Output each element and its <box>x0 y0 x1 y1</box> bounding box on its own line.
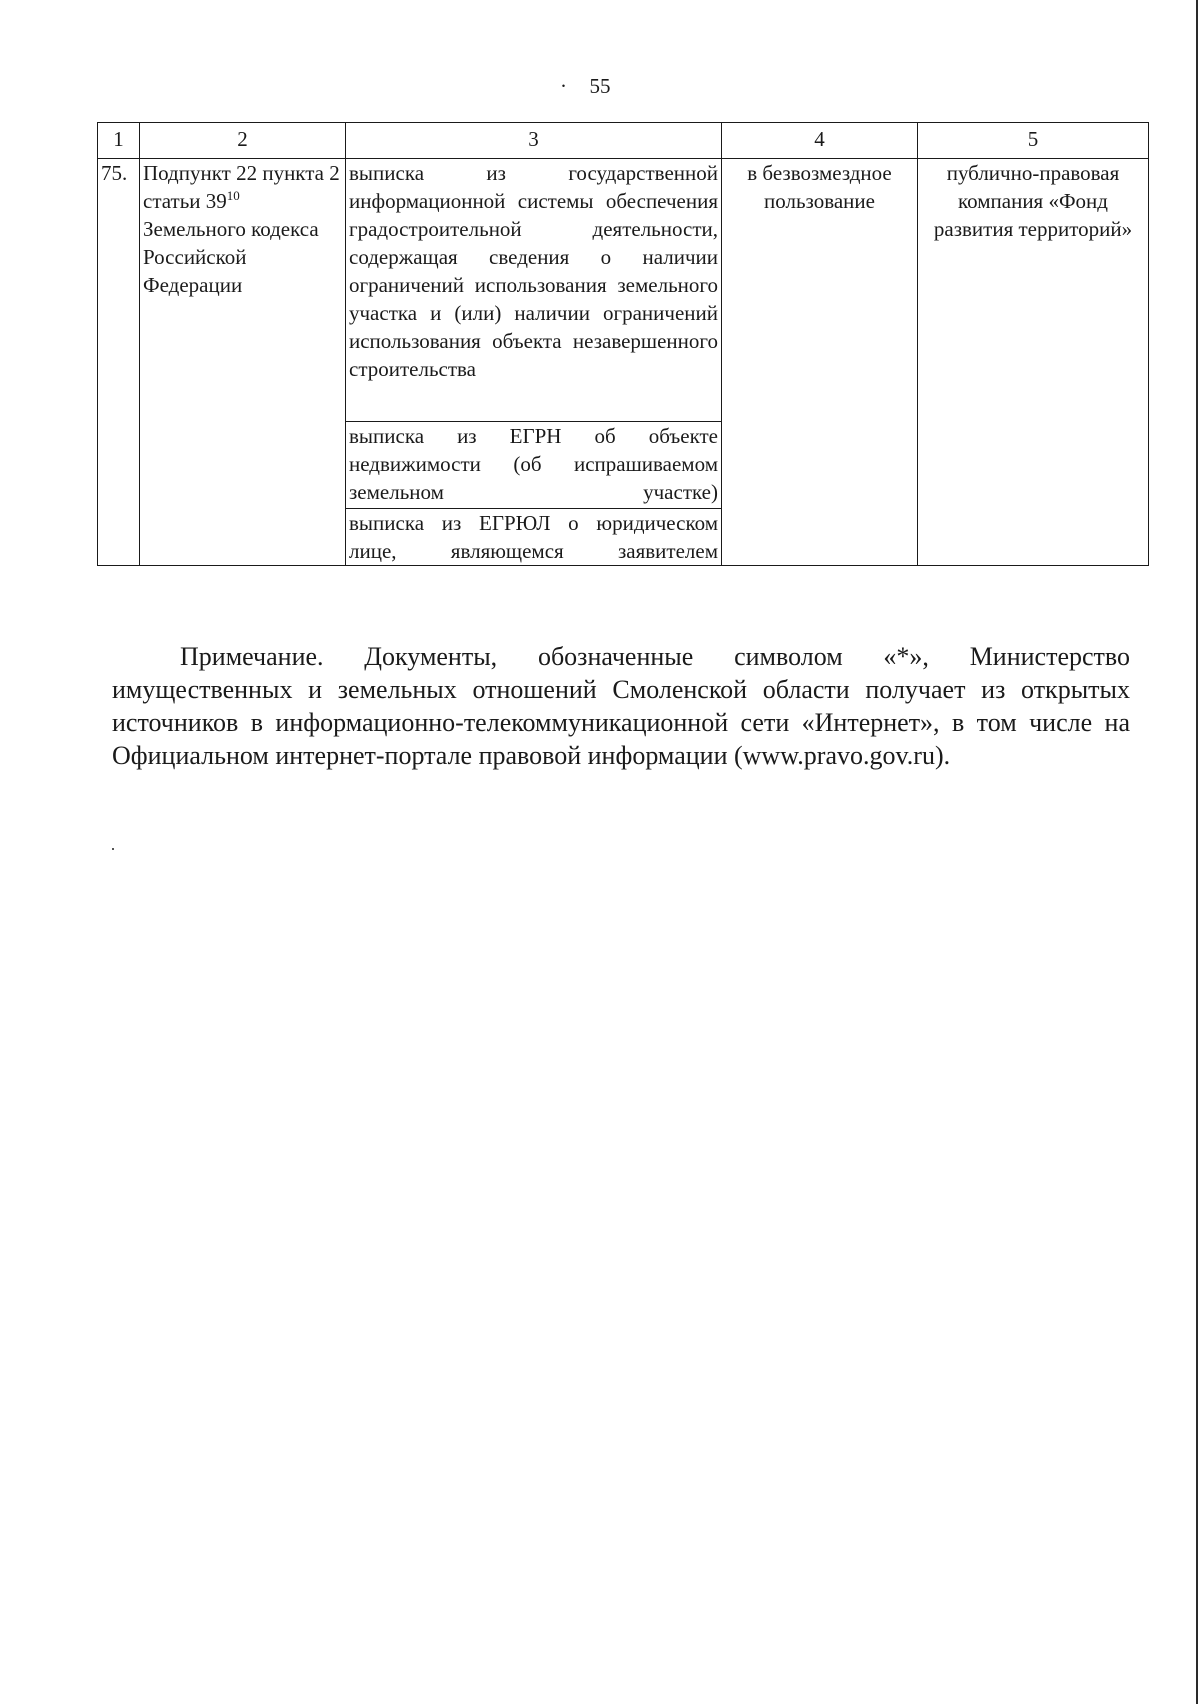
organization: публично-правовая компания «Фонд развития территорий» <box>918 159 1149 566</box>
note-block <box>112 640 1130 772</box>
legal-basis-text-end: Земельного кодекса Российской Федерации <box>143 217 319 297</box>
legal-basis-text: Подпункт 22 пункта 2 статьи 39 <box>143 161 340 213</box>
row-number: 75. <box>98 159 140 566</box>
header-cell-4: 4 <box>722 123 918 159</box>
scan-edge-line <box>1196 0 1198 1704</box>
legal-basis <box>140 159 346 566</box>
page-dot: · <box>560 74 567 98</box>
document-item: выписка из ЕГРЮЛ о юридическом лице, являющемся заявителем <box>346 509 722 566</box>
note-text: Примечание. Документы, обозначенные символом «*», Министерство имущественных и земельных отношений Смоленской области получает из открытых источников в информационно-телекоммуникационной сети «Интернет», в том числе на Официальном интернет-портале правовой информации (www.pravo.gov.ru). <box>112 642 1130 770</box>
use-type: в безвозмездное пользование <box>722 159 918 566</box>
table-row <box>98 159 1149 422</box>
header-cell-5: 5 <box>918 123 1149 159</box>
scan-speck <box>112 848 114 850</box>
header-cell-1: 1 <box>98 123 140 159</box>
header-cell-2: 2 <box>140 123 346 159</box>
page-number: 55 <box>589 74 611 98</box>
table-header-row <box>98 123 1149 159</box>
document-item: выписка из ЕГРН об объекте недвижимости (об испрашиваемом земельном участке) <box>346 422 722 509</box>
legal-basis-superscript: 10 <box>226 188 240 203</box>
header-cell-3: 3 <box>346 123 722 159</box>
documents-table <box>97 122 1149 566</box>
document-item: выписка из государственной информационной системы обеспечения градостроительной деятельности, содержащая сведения о наличии ограничений использования земельного участка и (или) наличии ограничений использования объекта незавершенного строительства <box>346 159 722 422</box>
